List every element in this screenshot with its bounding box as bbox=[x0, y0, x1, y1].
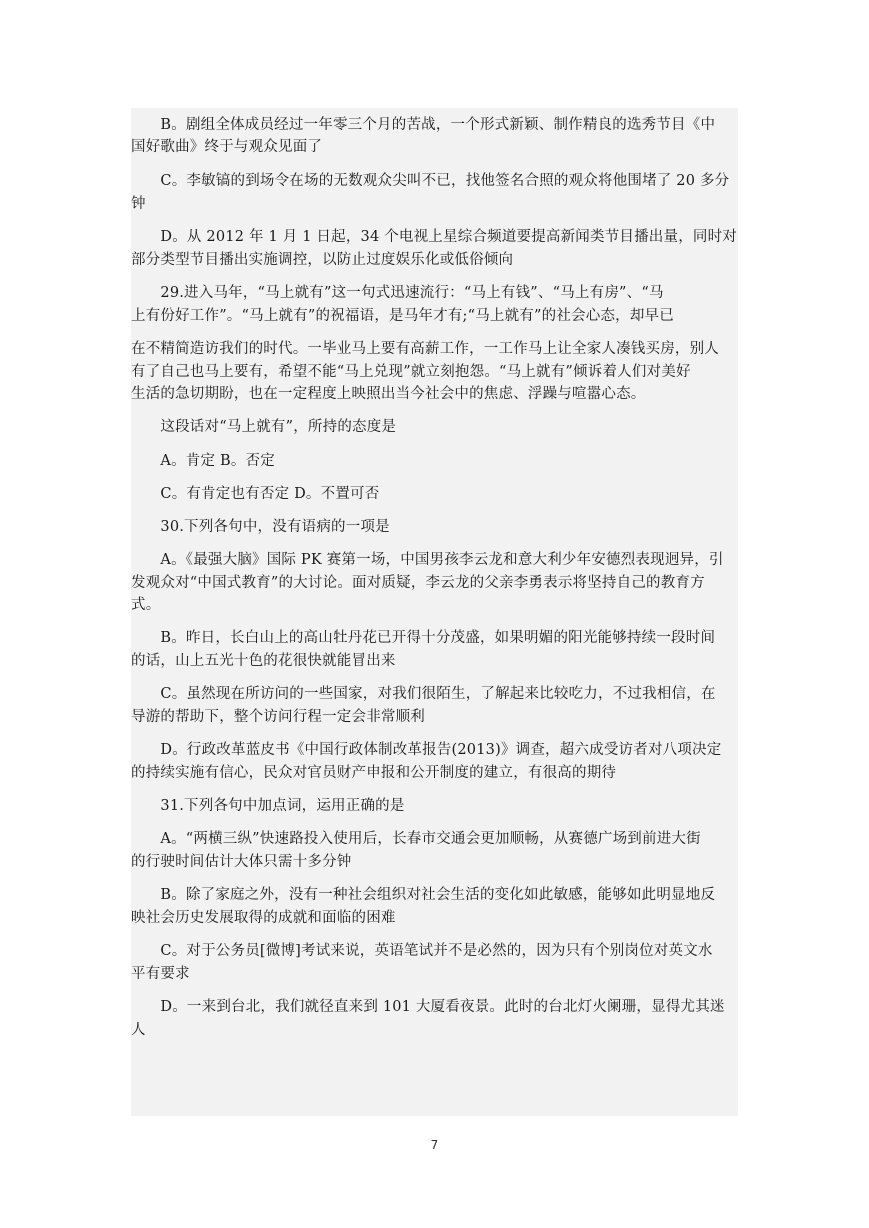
text-line: 在不精简造访我们的时代。一毕业马上要有高薪工作，一工作马上让全家人凑钱买房，别人 bbox=[131, 341, 719, 357]
text-line: 平有要求 bbox=[131, 966, 190, 982]
text-line: 导游的帮助下，整个访问行程一定会非常顺利 bbox=[131, 709, 425, 725]
text-line: B。昨日，长白山上的高山牡丹花已开得十分茂盛，如果明媚的阳光能够持续一段时间 bbox=[131, 630, 716, 646]
text-line: C。李敏镐的到场令在场的无数观众尖叫不已，找他签名合照的观众将他围堵了 20 多分 bbox=[131, 173, 730, 189]
text-line: D。从 2012 年 1 月 1 日起，34 个电视上星综合频道要提高新闻类节目播出量，同时对 bbox=[131, 229, 737, 245]
text-line: 这段话对“马上就有”，所持的态度是 bbox=[131, 419, 397, 435]
text-line: D。行政改革蓝皮书《中国行政体制改革报告(2013)》调查，超六成受访者对八项决定 bbox=[131, 742, 722, 758]
text-line: C。有肯定也有否定 D。不置可否 bbox=[131, 486, 380, 502]
text-line: D。一来到台北，我们就径直来到 101 大厦看夜景。此时的台北灯火阑珊，显得尤其迷 bbox=[131, 999, 725, 1015]
text-line: 部分类型节目播出实施调控，以防止过度娱乐化或低俗倾向 bbox=[131, 252, 514, 268]
text-line: A。肯定 B。否定 bbox=[131, 453, 275, 469]
text-line: 式。 bbox=[131, 597, 161, 613]
text-line: 人 bbox=[131, 1022, 146, 1038]
text-line: C。虽然现在所访问的一些国家，对我们很陌生，了解起来比较吃力，不过我相信，在 bbox=[131, 686, 716, 702]
text-line: A。“两横三纵”快速路投入使用后，长春市交通会更加顺畅，从赛德广场到前进大街 bbox=[131, 831, 701, 847]
text-line: 上有份好工作”。“马上就有”的祝福语，是马年才有;“马上就有”的社会心态，却早已 bbox=[131, 308, 674, 324]
text-line: B。剧组全体成员经过一年零三个月的苦战，一个形式新颖、制作精良的选秀节目《中 bbox=[131, 117, 716, 133]
text-line: 的行驶时间估计大体只需十多分钟 bbox=[131, 854, 352, 870]
text-line: 29.进入马年，“马上就有”这一句式迅速流行：“马上有钱”、“马上有房”、“马 bbox=[131, 285, 664, 301]
text-line: 的持续实施有信心，民众对官员财产申报和公开制度的建立，有很高的期待 bbox=[131, 765, 617, 781]
text-line: 的话，山上五光十色的花很快就能冒出来 bbox=[131, 653, 396, 669]
page-number: 7 bbox=[430, 1138, 439, 1152]
text-line: 30.下列各句中，没有语病的一项是 bbox=[131, 519, 390, 535]
document-text-area bbox=[131, 108, 738, 1116]
text-line: A。《最强大脑》国际 PK 赛第一场，中国男孩李云龙和意大利少年安德烈表现迥异，引 bbox=[131, 552, 724, 568]
text-line: 有了自己也马上要有，希望不能“马上兑现”就立刻抱怨。“马上就有”倾诉着人们对美好 bbox=[131, 364, 691, 380]
text-line: 钟 bbox=[131, 196, 146, 212]
text-line: 生活的急切期盼，也在一定程度上映照出当今社会中的焦虑、浮躁与喧嚣心态。 bbox=[131, 386, 646, 402]
text-line: 映社会历史发展取得的成就和面临的困难 bbox=[131, 910, 396, 926]
text-line: B。除了家庭之外，没有一种社会组织对社会生活的变化如此敏感，能够如此明显地反 bbox=[131, 887, 716, 903]
text-line: 国好歌曲》终于与观众见面了 bbox=[131, 139, 323, 155]
text-line: 31.下列各句中加点词，运用正确的是 bbox=[131, 798, 405, 814]
text-line: C。对于公务员[微博]考试来说，英语笔试并不是必然的，因为只有个别岗位对英文水 bbox=[131, 943, 713, 959]
text-line: 发观众对“中国式教育”的大讨论。面对质疑，李云龙的父亲李勇表示将坚持自己的教育方 bbox=[131, 575, 705, 591]
